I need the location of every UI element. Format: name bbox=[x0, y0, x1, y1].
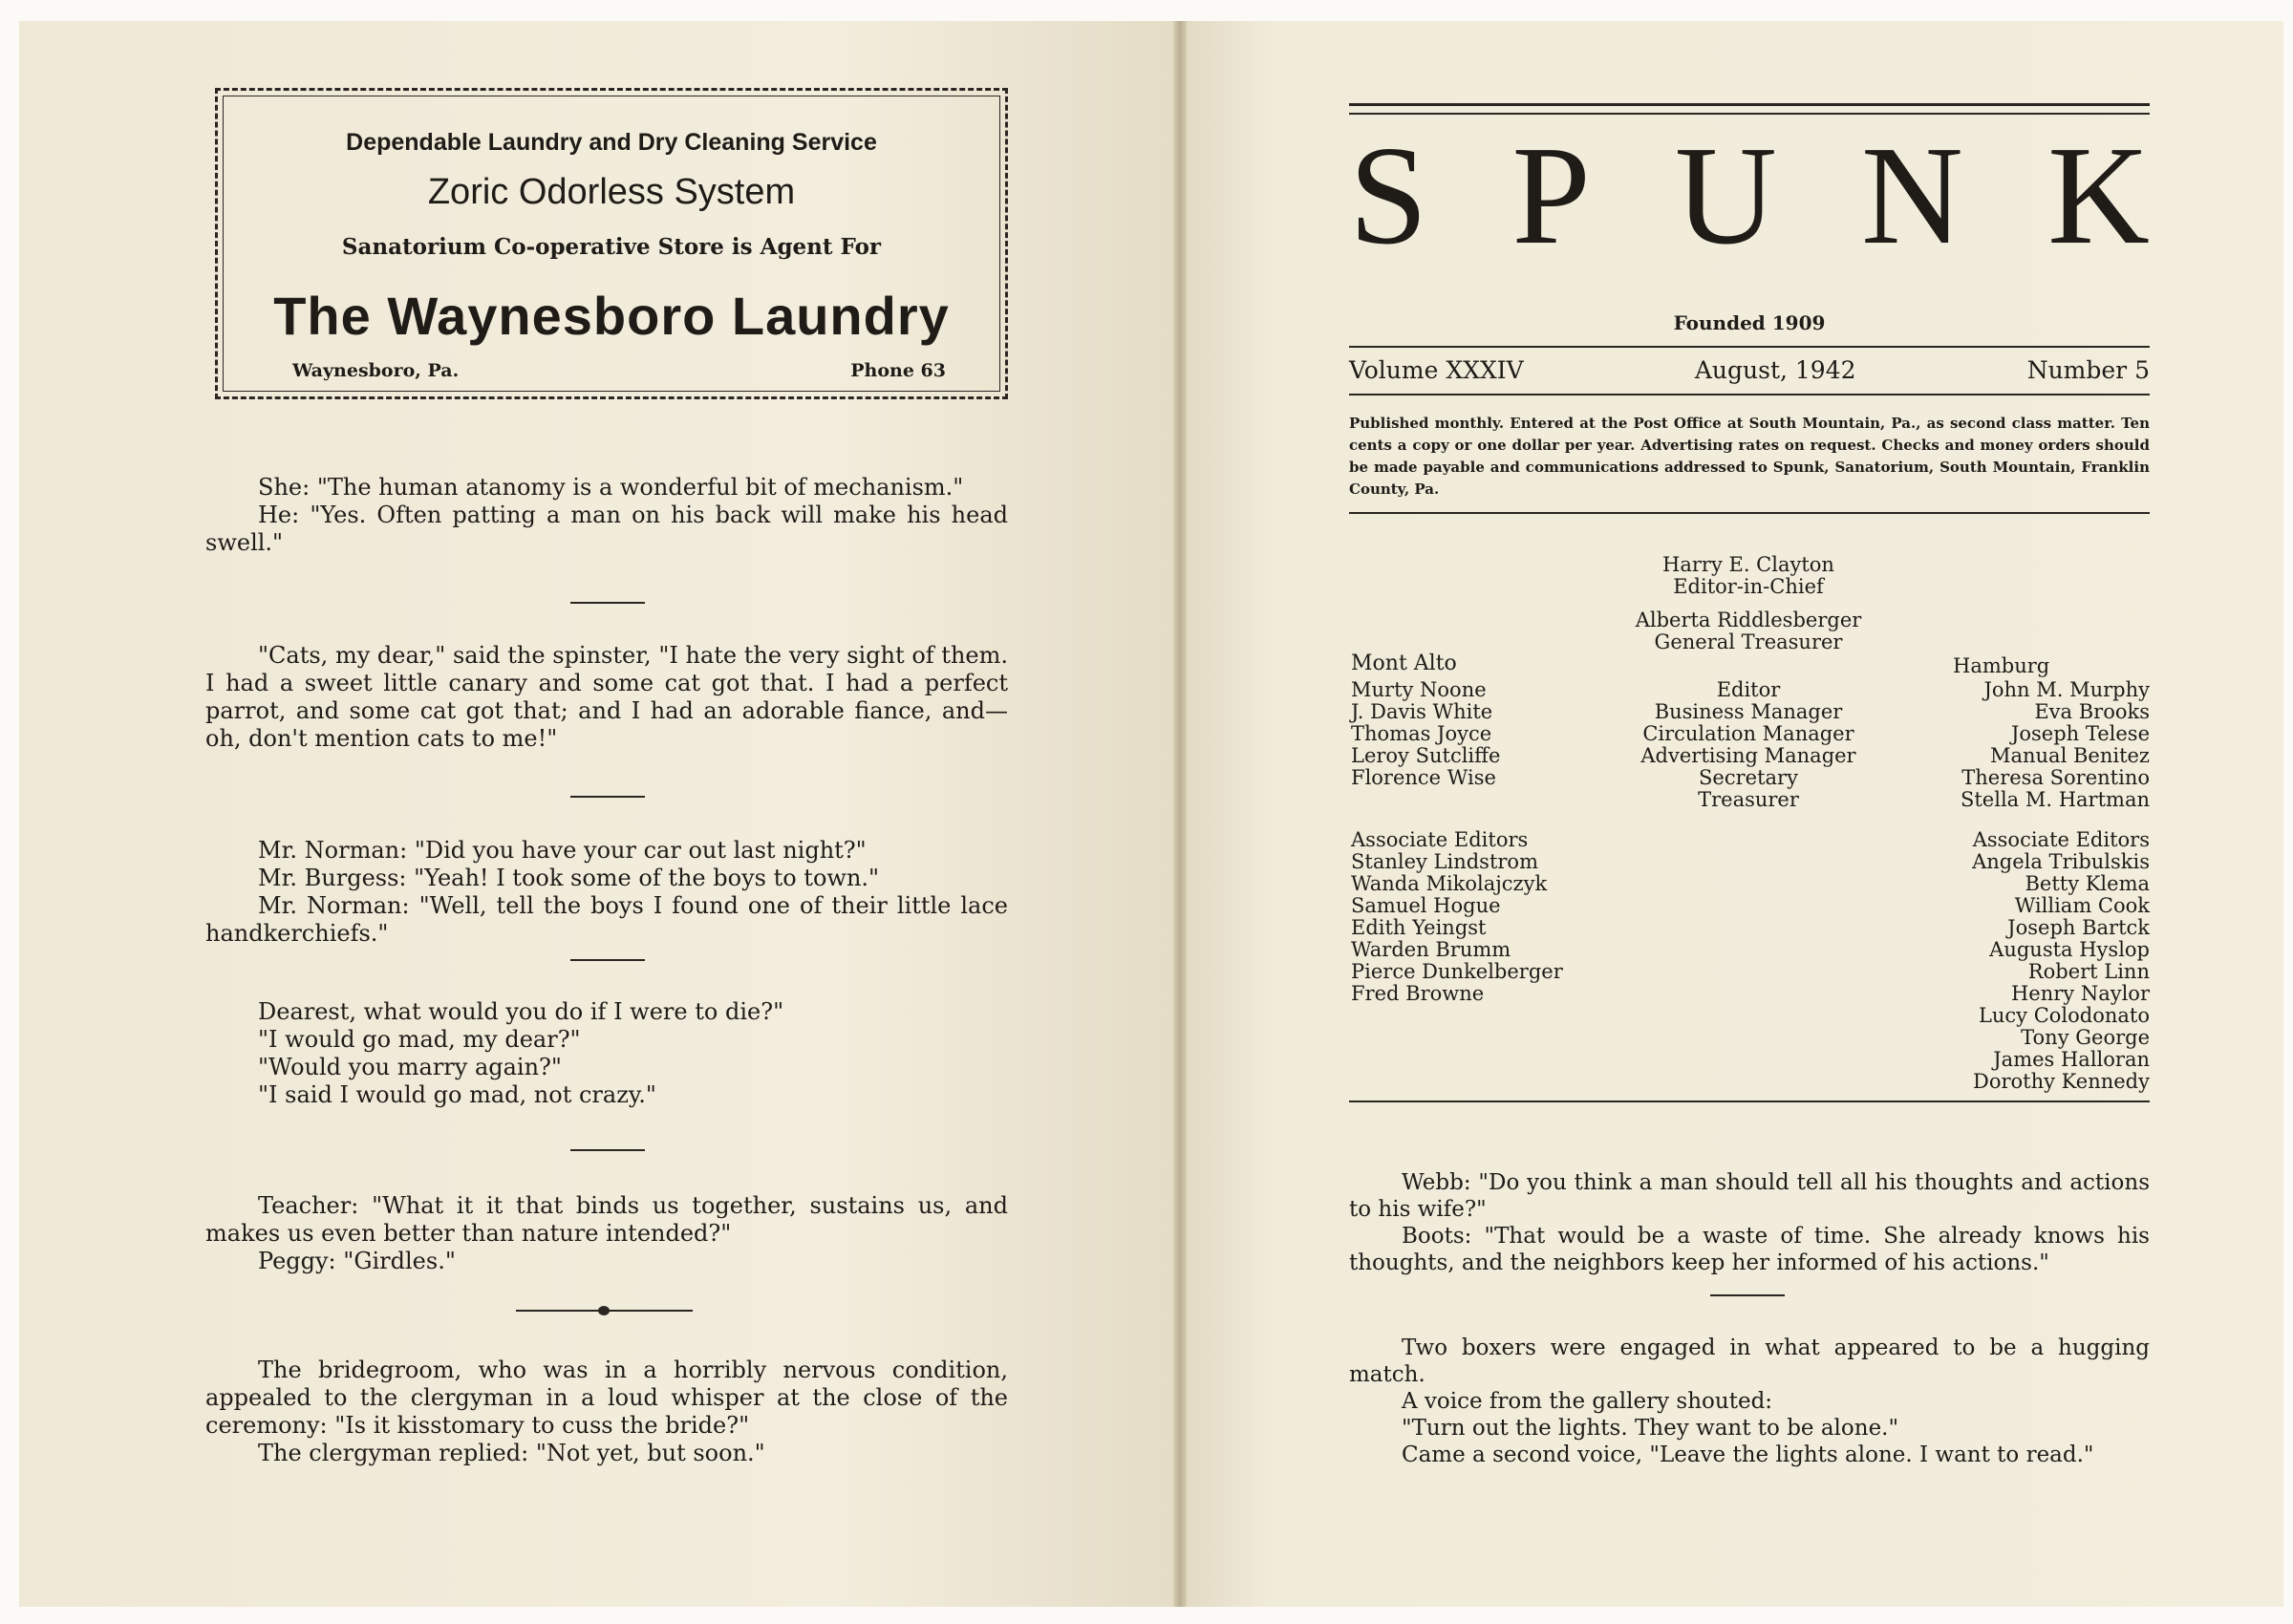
staff-rule-top bbox=[1349, 512, 2150, 514]
separator bbox=[570, 796, 645, 798]
staff-role: Treasurer bbox=[1698, 788, 1799, 811]
ad-phone: Phone 63 bbox=[850, 360, 946, 381]
ad-agent-line: Sanatorium Co-operative Store is Agent For bbox=[341, 234, 882, 260]
joke-dearest bbox=[205, 998, 1008, 1109]
staff-name: Murty Noone bbox=[1351, 678, 1487, 701]
chief-title: Editor-in-Chief bbox=[1673, 575, 1824, 598]
staff-name: Stella M. Hartman bbox=[1960, 788, 2150, 811]
joke-line: The clergyman replied: "Not yet, but soon." bbox=[258, 1440, 765, 1466]
associate-name: Henry Naylor bbox=[2010, 982, 2150, 1005]
joke-line: "I would go mad, my dear?" bbox=[258, 1026, 581, 1053]
joke-line: Came a second voice, "Leave the lights alone. I want to read." bbox=[1402, 1442, 2094, 1467]
treasurer-title: General Treasurer bbox=[1654, 630, 1843, 653]
hamburg-heading: Hamburg bbox=[1953, 654, 2050, 677]
associate-name: Pierce Dunkelberger bbox=[1351, 960, 1563, 983]
book-gutter bbox=[1173, 21, 1187, 1607]
ad-city: Waynesboro, Pa. bbox=[292, 360, 460, 381]
staff-name: Eva Brooks bbox=[2034, 700, 2150, 723]
ad-company-name: The Waynesboro Laundry bbox=[273, 286, 950, 346]
masthead-letter: K bbox=[2047, 118, 2150, 274]
associate-name: Stanley Lindstrom bbox=[1351, 850, 1538, 873]
separator bbox=[570, 602, 645, 604]
joke-cats bbox=[205, 642, 1008, 753]
joke-line: Mr. Norman: "Did you have your car out last night?" bbox=[258, 837, 867, 864]
staff-roles bbox=[1576, 679, 1920, 811]
joke-line: A voice from the gallery shouted: bbox=[1402, 1389, 1773, 1414]
associate-name: William Cook bbox=[2014, 894, 2150, 917]
joke-teacher bbox=[205, 1192, 1008, 1275]
staff-name: Theresa Sorentino bbox=[1961, 766, 2150, 789]
joke-line: Two boxers were engaged in what appeared to be a hugging match. bbox=[1349, 1336, 2150, 1387]
staff-name: John M. Murphy bbox=[1983, 678, 2150, 701]
volume-rule-top bbox=[1349, 346, 2150, 348]
issue-date: August, 1942 bbox=[1694, 356, 1856, 384]
joke-line: Webb: "Do you think a man should tell all his thoughts and actions to his wife?" bbox=[1349, 1170, 2150, 1222]
associate-name: Betty Klema bbox=[2025, 872, 2150, 895]
separator bbox=[570, 1149, 645, 1151]
masthead-letter: U bbox=[1674, 118, 1777, 274]
staff-name: Florence Wise bbox=[1351, 766, 1496, 789]
laundry-advertisement bbox=[215, 88, 1008, 399]
joke-line: Mr. Norman: "Well, tell the boys I found one of their little lace handkerchiefs." bbox=[205, 892, 1008, 947]
staff-role: Business Manager bbox=[1654, 700, 1843, 723]
staff-name: Manual Benitez bbox=[1989, 744, 2150, 767]
hamburg-staff bbox=[1873, 679, 2150, 811]
joke-line: Mr. Burgess: "Yeah! I took some of the boys to town." bbox=[258, 865, 880, 891]
associate-name: Samuel Hogue bbox=[1351, 894, 1501, 917]
joke-line: Teacher: "What it it that binds us together, sustains us, and makes us even better than nature intended?" bbox=[205, 1192, 1008, 1247]
volume-row bbox=[1349, 356, 2150, 384]
hamburg-associates bbox=[1873, 829, 2150, 1093]
masthead-rule-top-2 bbox=[1349, 113, 2150, 115]
mont-alto-staff bbox=[1351, 679, 1501, 789]
chief-name: Harry E. Clayton bbox=[1662, 553, 1834, 576]
masthead-letter: P bbox=[1511, 118, 1591, 274]
general-treasurer bbox=[1576, 609, 1920, 653]
joke-line: The bridegroom, who was in a horribly nervous condition, appealed to the clergyman in a loud whisper at the close of the ceremony: "Is it kisstomary to cuss the bride?" bbox=[205, 1357, 1008, 1439]
associate-heading: Associate Editors bbox=[1351, 828, 1529, 851]
separator bbox=[570, 959, 645, 961]
separator bbox=[1710, 1294, 1785, 1296]
founded-line: Founded 1909 bbox=[1673, 311, 1826, 334]
joke-line: He: "Yes. Often patting a man on his back will make his head swell." bbox=[205, 502, 1008, 556]
joke-anatomy bbox=[205, 474, 1008, 557]
associate-name: Wanda Mikolajczyk bbox=[1351, 872, 1548, 895]
associate-name: Warden Brumm bbox=[1351, 938, 1511, 961]
associate-name: Tony George bbox=[2021, 1026, 2150, 1049]
volume-rule-bottom bbox=[1349, 394, 2150, 395]
issue-number: Number 5 bbox=[2026, 356, 2150, 384]
associate-name: Dorothy Kennedy bbox=[1972, 1070, 2150, 1093]
joke-line: "Would you marry again?" bbox=[258, 1054, 562, 1080]
staff-name: Joseph Telese bbox=[2010, 722, 2150, 745]
staff-role: Circulation Manager bbox=[1642, 722, 1854, 745]
staff-name: Thomas Joyce bbox=[1351, 722, 1492, 745]
associate-name: Joseph Bartck bbox=[2007, 916, 2150, 939]
mont-alto-heading: Mont Alto bbox=[1351, 652, 1457, 675]
associate-heading: Associate Editors bbox=[1972, 828, 2150, 851]
associate-name: Fred Browne bbox=[1351, 982, 1485, 1005]
joke-line: "Cats, my dear," said the spinster, "I hate the very sight of them. I had a sweet little canary and some cat got that. I had a perfect parrot, and some cat got that; and I had an adorable fiance, and—oh, don't mention cats to me!" bbox=[205, 642, 1008, 752]
treasurer-name: Alberta Riddlesberger bbox=[1635, 609, 1862, 631]
masthead-letter: N bbox=[1861, 118, 1963, 274]
associate-name: Robert Linn bbox=[2027, 960, 2150, 983]
associate-name: Edith Yeingst bbox=[1351, 916, 1487, 939]
staff-rule-bottom bbox=[1349, 1100, 2150, 1102]
joke-line: Dearest, what would you do if I were to die?" bbox=[258, 998, 784, 1025]
joke-bridegroom bbox=[205, 1357, 1008, 1467]
publication-info: Published monthly. Entered at the Post Office at South Mountain, Pa., as second class matter. Ten cents a copy or one dollar per year. Advertising rates on request. Checks and money orders should be made payable and communications addressed to Spunk, Sanatorium, South Mountain, Franklin County, Pa. bbox=[1349, 415, 2150, 498]
joke-norman bbox=[205, 837, 1008, 948]
associate-name: Augusta Hyslop bbox=[1989, 938, 2150, 961]
editor-in-chief bbox=[1576, 554, 1920, 598]
associate-name: Lucy Colodonato bbox=[1978, 1004, 2150, 1027]
joke-line: "I said I would go mad, not crazy." bbox=[258, 1081, 656, 1108]
associate-name: James Halloran bbox=[1993, 1048, 2150, 1071]
mont-alto-associates bbox=[1351, 829, 1563, 1005]
staff-role: Editor bbox=[1716, 678, 1781, 701]
joke-webb bbox=[1349, 1169, 2150, 1276]
joke-line: She: "The human atanomy is a wonderful bit of mechanism." bbox=[258, 474, 964, 501]
volume-label: Volume XXXIV bbox=[1349, 356, 1524, 384]
joke-line: "Turn out the lights. They want to be alone." bbox=[1402, 1416, 1899, 1441]
masthead-title bbox=[1349, 118, 2150, 274]
joke-line: Boots: "That would be a waste of time. She already knows his thoughts, and the neighbors keep her informed of his actions." bbox=[1349, 1224, 2150, 1275]
staff-role: Advertising Manager bbox=[1640, 744, 1856, 767]
ad-tagline: Dependable Laundry and Dry Cleaning Service bbox=[346, 129, 877, 156]
staff-name: J. Davis White bbox=[1351, 700, 1493, 723]
joke-boxers bbox=[1349, 1335, 2150, 1468]
associate-name: Angela Tribulskis bbox=[1972, 850, 2150, 873]
ornament-divider bbox=[516, 1305, 693, 1316]
staff-role: Secretary bbox=[1699, 766, 1798, 789]
masthead-letter: S bbox=[1349, 118, 1428, 274]
staff-name: Leroy Sutcliffe bbox=[1351, 744, 1501, 767]
joke-line: Peggy: "Girdles." bbox=[258, 1248, 456, 1274]
ad-system-name: Zoric Odorless System bbox=[427, 172, 796, 212]
masthead-rule-top bbox=[1349, 103, 2150, 106]
